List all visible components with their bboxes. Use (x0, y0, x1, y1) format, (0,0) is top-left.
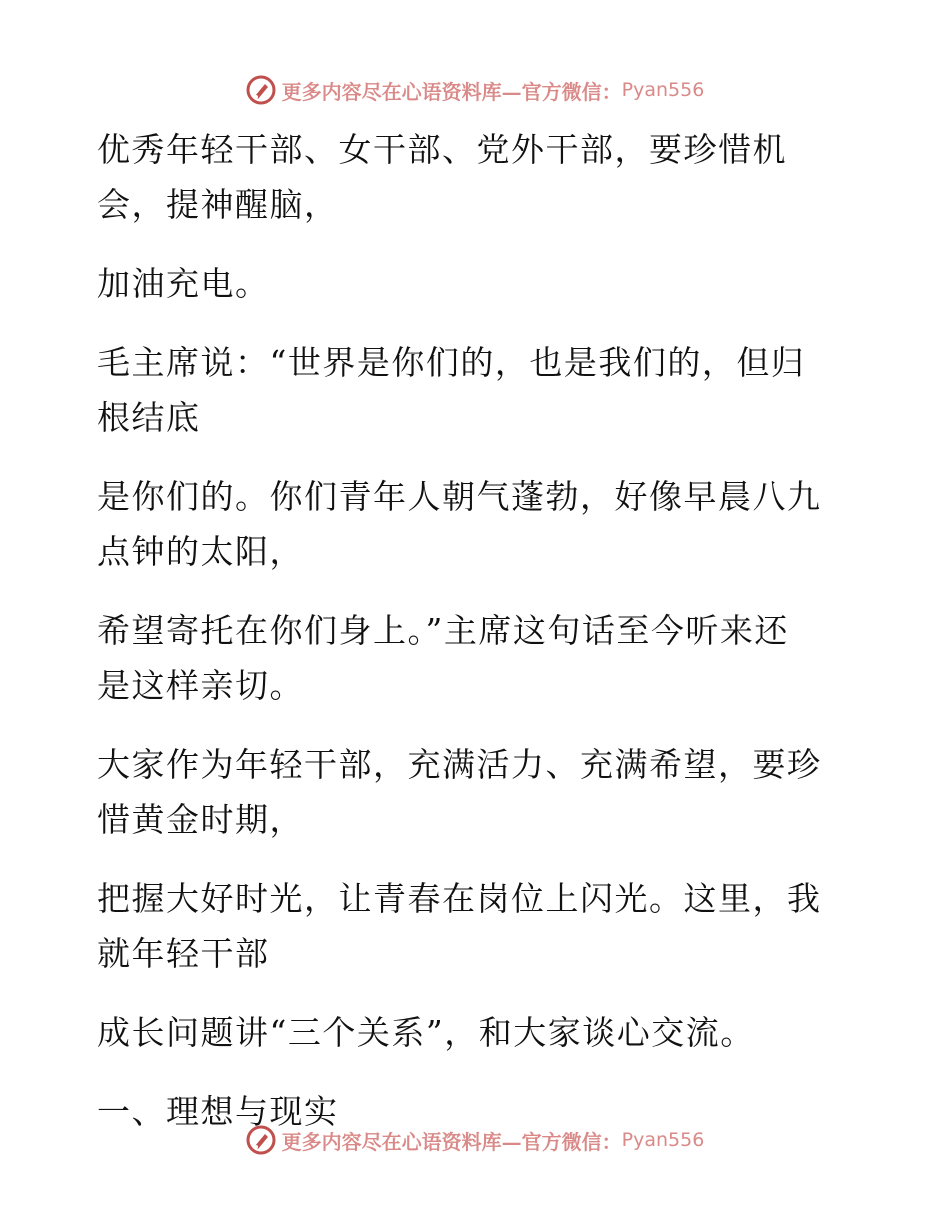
paragraph-1 (97, 122, 837, 232)
paragraph-2 (97, 256, 837, 311)
paragraph-line: 毛主席说：“世界是你们的，也是我们的，但归 (97, 343, 806, 382)
footer-watermark (0, 1120, 950, 1160)
pen-logo-icon (246, 75, 276, 105)
paragraph-line: 点钟的太阳， (97, 532, 304, 571)
paragraph-7 (97, 871, 837, 981)
paragraph-6 (97, 737, 837, 847)
paragraph-line: 加油充电。 (97, 264, 270, 303)
header-watermark (0, 70, 950, 110)
paragraph-3 (97, 335, 837, 445)
paragraph-line: 优秀年轻干部、女干部、党外干部，要珍惜机 (97, 130, 787, 169)
paragraph-line: 惜黄金时期， (97, 800, 304, 839)
paragraph-line: 大家作为年轻干部，充满活力、充满希望，要珍 (97, 745, 822, 784)
paragraph-line: 是你们的。你们青年人朝气蓬勃，好像早晨八九 (97, 477, 822, 516)
paragraph-line: 希望寄托在你们身上。”主席这句话至今听来还 (97, 611, 789, 650)
paragraph-line: 是这样亲切。 (97, 666, 304, 705)
watermark-text: 更多内容尽在心语资料库—官方微信： (281, 1129, 622, 1154)
watermark-wechat-id: Pyan556 (621, 79, 705, 101)
pen-logo-icon (246, 1125, 276, 1155)
document-body (97, 122, 837, 1139)
paragraph-5 (97, 603, 837, 713)
paragraph-line: 根结底 (97, 398, 201, 437)
paragraph-line: 会，提神醒脑， (97, 185, 339, 224)
paragraph-line: 就年轻干部 (97, 934, 270, 973)
paragraph-8 (97, 1005, 837, 1060)
watermark-text: 更多内容尽在心语资料库—官方微信： (281, 79, 622, 104)
paragraph-line: 把握大好时光，让青春在岗位上闪光。这里，我 (97, 879, 822, 918)
heading-text: 一、理想与现实 (97, 1092, 339, 1131)
paragraph-line: 成长问题讲“三个关系”，和大家谈心交流。 (97, 1013, 755, 1052)
watermark-wechat-id: Pyan556 (621, 1129, 705, 1151)
paragraph-4 (97, 469, 837, 579)
